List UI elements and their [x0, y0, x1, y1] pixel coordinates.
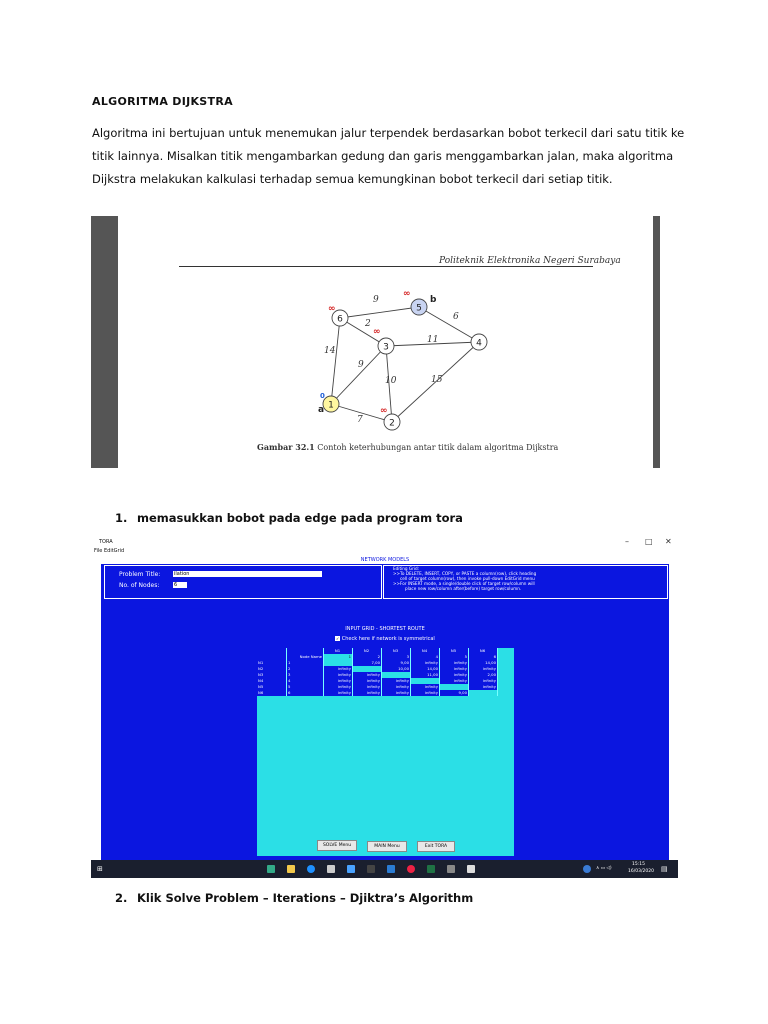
grid-cell[interactable]: infinity — [324, 672, 353, 678]
node-name-label: Node Name — [287, 654, 324, 660]
grid-cell[interactable]: infinity — [324, 678, 353, 684]
edge-weight-1-2: 7 — [357, 415, 363, 425]
grid-cell[interactable]: infinity — [324, 666, 353, 672]
row-node-name[interactable]: 5 — [287, 684, 324, 690]
table-row — [257, 690, 514, 696]
grid-cell[interactable]: 7,00 — [353, 660, 382, 666]
input-grid[interactable] — [257, 648, 514, 856]
node-label-4: 4 — [476, 338, 482, 349]
symmetrical-checkbox-row[interactable] — [101, 636, 669, 642]
graph-figure — [91, 216, 660, 468]
step-2-number: 2. — [115, 891, 128, 905]
main-menu-button[interactable]: MAIN Menu — [367, 841, 407, 852]
column-header[interactable]: N3 — [382, 648, 411, 654]
tora-client-area — [101, 556, 669, 860]
help-line-2: >>To DELETE, INSERT, COPY, or PASTE a column(row), click heading — [393, 571, 537, 576]
help-line-5: place new row/column after(before) target row/column. — [405, 586, 522, 591]
clock-time[interactable]: 15:15 — [632, 862, 645, 867]
edge-weight-6-3: 2 — [365, 319, 371, 329]
row-header[interactable]: N1 — [257, 660, 287, 666]
nodes-input[interactable]: 6 — [173, 582, 187, 588]
edge-weight-5-4: 6 — [453, 312, 459, 322]
user-avatar-icon[interactable] — [583, 865, 591, 873]
start-icon[interactable]: ⊞ — [97, 865, 103, 873]
exit-tora-button[interactable]: Exit TORA — [417, 841, 455, 852]
node-mark-6: ∞ — [328, 304, 336, 314]
problem-title-input[interactable]: ilation — [173, 571, 322, 577]
row-header[interactable]: N2 — [257, 666, 287, 672]
problem-title-label: Problem Title: — [119, 571, 161, 578]
node-label-5: 5 — [416, 303, 422, 314]
node-letter-b: b — [430, 295, 437, 305]
figure-caption — [257, 442, 558, 452]
step-1-text: memasukkan bobot pada edge pada program tora — [137, 511, 463, 525]
step-1-number: 1. — [115, 511, 128, 525]
grid-cell[interactable] — [469, 690, 498, 696]
graph-drawing — [91, 216, 660, 468]
node-name-cell[interactable]: 3 — [382, 654, 411, 660]
node-label-1: 1 — [328, 400, 334, 411]
tora-task-icon[interactable] — [467, 865, 475, 873]
node-label-6: 6 — [337, 314, 343, 325]
maximize-button[interactable]: □ — [645, 537, 653, 546]
dropbox-icon[interactable] — [347, 865, 355, 873]
node-label-2: 2 — [389, 418, 395, 429]
node-name-cell[interactable]: 1 — [324, 654, 353, 660]
step-2 — [115, 891, 473, 905]
column-header[interactable]: N4 — [411, 648, 440, 654]
grid-cell[interactable]: infinity — [440, 666, 469, 672]
node-mark-3: ∞ — [373, 327, 381, 337]
help-line-1: Editing Grid: — [393, 566, 420, 571]
network-models-header: NETWORK MODELS — [101, 556, 669, 564]
grid-cell[interactable]: infinity — [382, 684, 411, 690]
grid-cell[interactable]: infinity — [440, 660, 469, 666]
node-name-cell[interactable]: 5 — [440, 654, 469, 660]
help-line-3: cell of target column(row), then invoke pull-down EditGrid menu — [400, 576, 535, 581]
word-icon[interactable] — [387, 865, 395, 873]
grid-cell[interactable]: 2,00 — [469, 672, 498, 678]
edge-1-3 — [331, 346, 386, 404]
grid-cell[interactable]: infinity — [469, 684, 498, 690]
grid-cell[interactable]: infinity — [440, 678, 469, 684]
grid-cell[interactable]: infinity — [353, 684, 382, 690]
title-bar — [91, 537, 678, 547]
grid-cell[interactable]: infinity — [469, 678, 498, 684]
notification-icon[interactable]: ▤ — [661, 865, 668, 873]
edge-weight-3-4: 11 — [427, 335, 439, 345]
grid-cell[interactable]: infinity — [411, 660, 440, 666]
editing-grid-help — [393, 566, 536, 591]
minimize-button[interactable]: – — [625, 537, 629, 546]
row-node-name[interactable]: 1 — [287, 660, 324, 666]
grid-cell[interactable]: infinity — [353, 690, 382, 696]
symmetrical-label: Check here if network is symmetrical — [341, 636, 435, 642]
excel-icon[interactable] — [427, 865, 435, 873]
grid-cell[interactable]: 14,00 — [469, 660, 498, 666]
edge-weight-3-2: 10 — [385, 376, 397, 386]
menu-bar — [91, 547, 678, 556]
explorer-icon[interactable] — [447, 865, 455, 873]
edge-weight-1-3: 9 — [358, 360, 364, 370]
grid-cell[interactable]: 14,00 — [411, 666, 440, 672]
figure-institution: Politeknik Elektronika Negeri Surabaya — [439, 256, 621, 266]
window-title: TORA — [99, 539, 113, 545]
row-node-name[interactable]: 4 — [287, 678, 324, 684]
task-view-icon[interactable] — [267, 865, 275, 873]
row-header[interactable]: N6 — [257, 690, 287, 696]
help-line-4: >>For INSERT mode, a single/double click of target row/column will — [393, 581, 535, 586]
column-header[interactable]: N1 — [324, 648, 353, 654]
grid-cell[interactable]: infinity — [353, 678, 382, 684]
menu-file[interactable]: File — [94, 548, 103, 554]
node-mark-5: ∞ — [403, 289, 411, 299]
grid-cell[interactable]: 9,00 — [440, 690, 469, 696]
row-header[interactable]: N3 — [257, 672, 287, 678]
column-header[interactable]: N2 — [353, 648, 382, 654]
node-mark-1: 0 — [320, 392, 325, 400]
tray-icons[interactable]: ∧ ▭ ◁) — [596, 866, 612, 871]
node-name-cell[interactable]: 2 — [353, 654, 382, 660]
intro-paragraph: Algoritma ini bertujuan untuk menemukan jalur terpendek berdasarkan bobot terkecil dari satu titik ke titik lainnya. Misalkan titik mengambarkan gedung dan garis menggambarkan jalan, maka algoritma Dijkstra melakukan kalkulasi terhadap semua kemungkinan bobot terkecil dari setiap titik. — [92, 126, 685, 186]
menu-editgrid[interactable]: EditGrid — [104, 548, 125, 554]
chrome-icon[interactable] — [407, 865, 415, 873]
solve-menu-button[interactable]: SOLVE Menu — [317, 840, 357, 851]
row-node-name[interactable]: 6 — [287, 690, 324, 696]
node-name-cell[interactable]: 4 — [411, 654, 440, 660]
node-label-3: 3 — [383, 342, 389, 353]
row-header[interactable]: N4 — [257, 678, 287, 684]
step-1 — [115, 511, 463, 525]
close-button[interactable]: ✕ — [665, 537, 672, 546]
edge-6-1 — [331, 318, 340, 404]
node-mark-2: ∞ — [380, 406, 388, 416]
grid-cell[interactable]: infinity — [382, 678, 411, 684]
grid-title: INPUT GRID - SHORTEST ROUTE — [345, 626, 425, 632]
grid-cell[interactable]: 10,00 — [382, 666, 411, 672]
edge-weight-6-1: 14 — [324, 346, 336, 356]
edge-6-5 — [340, 307, 419, 318]
app-icon[interactable] — [367, 865, 375, 873]
step-2-text: Klik Solve Problem – Iterations – Djiktra’s Algorithm — [137, 891, 474, 905]
grid-cell[interactable]: infinity — [411, 684, 440, 690]
nodes-label: No. of Nodes: — [119, 582, 160, 589]
grid-cell[interactable]: infinity — [440, 672, 469, 678]
clock-date[interactable]: 16/03/2020 — [628, 869, 654, 874]
node-name-cell[interactable]: 6 — [469, 654, 498, 660]
grid-cell[interactable]: infinity — [353, 672, 382, 678]
tora-window — [91, 537, 678, 878]
checkbox-icon[interactable]: ✓ — [335, 636, 340, 641]
edge-icon[interactable] — [307, 865, 315, 873]
grid-cell[interactable]: infinity — [324, 690, 353, 696]
grid-cell[interactable]: 9,00 — [382, 660, 411, 666]
edge-weight-2-4: 15 — [431, 375, 443, 385]
document-heading: ALGORITMA DIJKSTRA — [92, 95, 233, 108]
grid-cell[interactable]: infinity — [411, 690, 440, 696]
file-explorer-icon[interactable] — [287, 865, 295, 873]
caption-text: Contoh keterhubungan antar titik dalam algoritma Dijkstra — [314, 443, 559, 452]
row-header[interactable]: N5 — [257, 684, 287, 690]
row-node-name[interactable]: 2 — [287, 666, 324, 672]
node-letter-a: a — [318, 405, 325, 415]
store-icon[interactable] — [327, 865, 335, 873]
grid-cell[interactable]: infinity — [324, 684, 353, 690]
grid-cell[interactable]: infinity — [382, 690, 411, 696]
column-header[interactable]: N6 — [469, 648, 498, 654]
caption-bold: Gambar 32.1 — [257, 442, 315, 452]
edge-weight-6-5: 9 — [373, 295, 379, 305]
taskbar — [91, 860, 678, 878]
column-header[interactable]: N5 — [440, 648, 469, 654]
row-node-name[interactable]: 3 — [287, 672, 324, 678]
grid-cell[interactable]: 11,00 — [411, 672, 440, 678]
grid-cell[interactable]: infinity — [469, 666, 498, 672]
